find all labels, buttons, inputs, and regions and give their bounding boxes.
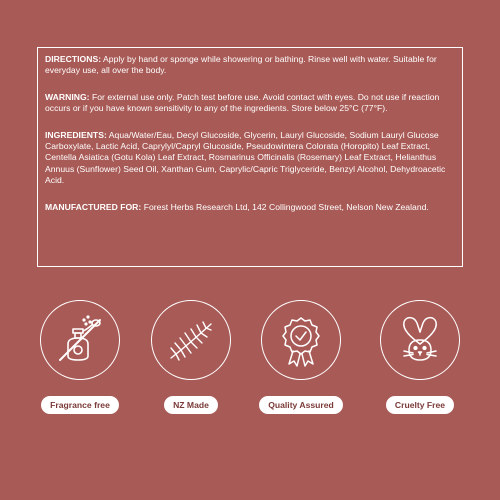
silver-fern-icon [151,300,231,380]
ingredients-label: INGREDIENTS: [45,129,107,140]
badge-cruelty-free [365,300,475,414]
badge-fragrance-free [25,300,135,414]
manufactured-paragraph [45,202,456,213]
award-rosette-icon [261,300,341,380]
directions-label: DIRECTIONS: [45,54,102,64]
directions-paragraph [45,54,456,77]
heart-bunny-icon [380,300,460,380]
manufactured-text: Forest Herbs Research Ltd, 142 Collingwood Street, Nelson New Zealand. [141,201,429,212]
ingredients-text: Aqua/Water/Eau, Decyl Glucoside, Glycerin, Lauryl Glucoside, Sodium Lauryl Glucose Carboxylate, Lactic Acid, Caprylyl/Capryl Glucoside, Pseudowintera Colorata (Horopito) Leaf Extract, Centella Asiatica (Gotu Kola) Leaf Extract, Rosmarinus Officinalis (Rosemary) Leaf Extract, Helianthus Annuus (Sunflower) Seed Oil, Xanthan Gum, Caprylic/Capric Triglyceride, Benzyl Alcohol, Dehydroacetic Acid. [45,129,446,186]
badge-quality-assured-label: Quality Assured [259,396,343,414]
product-info-box [37,47,463,267]
badge-quality-assured [246,300,356,414]
badge-nz-made [136,300,246,414]
badge-nz-made-label: NZ Made [164,396,218,414]
warning-label: WARNING: [45,91,90,102]
directions-text: Apply by hand or sponge while showering or bathing. Rinse well with water. Suitable for everyday use, all over the body. [45,54,437,76]
badge-cruelty-free-label: Cruelty Free [386,396,454,414]
warning-text: For external use only. Patch test before use. Avoid contact with eyes. Do not use if reaction occurs or if you have known sensitivity to any of the ingredients. Store below 25°C (77°F). [45,91,440,114]
ingredients-paragraph [45,130,456,187]
no-perfume-icon [40,300,120,380]
warning-paragraph [45,92,456,115]
manufactured-label: MANUFACTURED FOR: [45,201,142,212]
feature-badges [0,300,500,430]
badge-fragrance-free-label: Fragrance free [41,396,119,414]
